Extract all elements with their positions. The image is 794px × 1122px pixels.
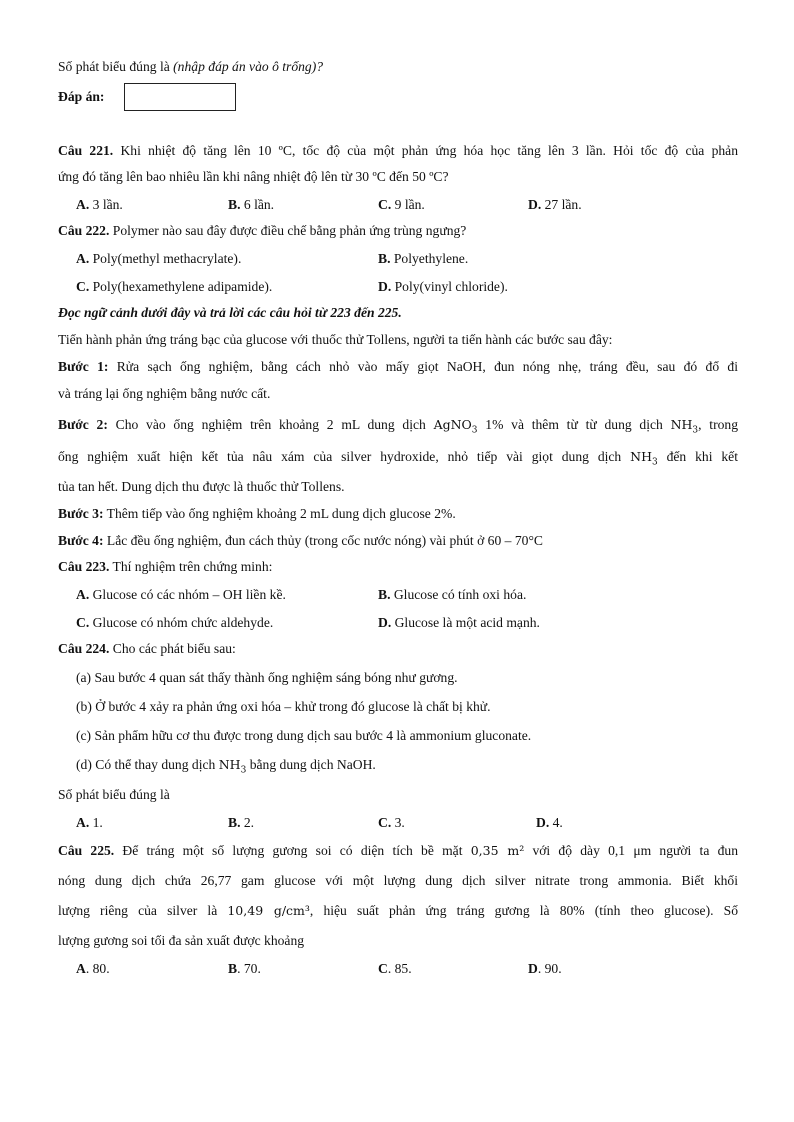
area-value: 0,35 m² — [470, 843, 525, 858]
q224-statement-a: (a) Sau bước 4 quan sát thấy thành ống nghiệm sáng bóng như gương. — [76, 670, 458, 685]
q225-text-line4: lượng gương soi tối đa sản xuất được khoảng — [58, 933, 305, 948]
step2-line3: tủa tan hết. Dung dịch thu được là thuốc thử Tollens. — [58, 479, 345, 494]
q224-label: Câu 224. — [58, 641, 110, 656]
q224-option-b[interactable]: B. 2. — [228, 815, 255, 830]
nh3-formula: $NH_3$ — [670, 417, 699, 436]
q221-option-a[interactable]: A. 3 lần. — [76, 197, 123, 212]
step1-line2: và tráng lại ống nghiệm bằng nước cất. — [58, 386, 271, 401]
q224-statement-d: (d) Có thể thay dung dịch $NH_3$ bằng dung dịch NaOH. — [76, 757, 376, 776]
step1-line1: Bước 1: Rửa sạch ống nghiệm, bằng cách nhỏ vào mấy giọt NaOH, đun nóng nhẹ, tráng đều, sau đó đổ đi — [58, 359, 738, 374]
agno3-formula: AgNO$_3$ — [433, 417, 478, 436]
q224-statement-c: (c) Sản phẩm hữu cơ thu được trong dung dịch sau bước 4 là ammonium gluconate. — [76, 728, 532, 743]
context-heading: Đọc ngữ cảnh dưới đây và trả lời các câu hỏi từ 223 đến 225. — [58, 305, 402, 320]
density-value: 10,49 g/cm³ — [227, 903, 310, 918]
q222-option-a[interactable]: A. Poly(methyl methacrylate). — [76, 251, 242, 266]
q221-text-line1: Câu 221. Khi nhiệt độ tăng lên 10 ºC, tốc độ của một phản ứng hóa học tăng lên 3 lần. Hỏi tốc độ của phản — [58, 143, 738, 158]
q222-option-b[interactable]: B. Polyethylene. — [378, 251, 469, 266]
step4-line: Bước 4: Lắc đều ống nghiệm, đun cách thủy (trong cốc nước nóng) vài phút ở 60 – 70°C — [58, 533, 543, 548]
answer-label: Đáp án: — [58, 89, 105, 104]
q225-option-c[interactable]: C. 85. — [378, 961, 412, 976]
nh3-formula: $NH_3$ — [218, 757, 247, 776]
q223-option-a[interactable]: A. Glucose có các nhóm – OH liền kề. — [76, 587, 286, 602]
q224-text: Câu 224. Cho các phát biểu sau: — [58, 641, 236, 656]
q224-statement-b: (b) Ở bước 4 xảy ra phản ứng oxi hóa – khử trong đó glucose là chất bị khử. — [76, 699, 491, 714]
intro-prompt: Số phát biểu đúng là (nhập đáp án vào ô trống)? — [58, 59, 324, 74]
q224-option-c[interactable]: C. 3. — [378, 815, 405, 830]
q221-label: Câu 221. — [58, 143, 114, 158]
q222-option-c[interactable]: C. Poly(hexamethylene adipamide). — [76, 279, 273, 294]
q225-option-b[interactable]: B. 70. — [228, 961, 261, 976]
q224-count-prompt: Số phát biểu đúng là — [58, 787, 170, 802]
q223-text: Câu 223. Thí nghiệm trên chứng minh: — [58, 559, 273, 574]
q225-label: Câu 225. — [58, 843, 115, 858]
context-intro: Tiến hành phản ứng tráng bạc của glucose với thuốc thử Tollens, người ta tiến hành các bước sau đây: — [58, 332, 613, 347]
q225-text-line3: lượng riêng của silver là 10,49 g/cm³, hiệu suất phản ứng tráng gương là 80% (tính theo glucose). Số — [58, 903, 738, 918]
q221-text-line2: ứng đó tăng lên bao nhiêu lần khi nâng nhiệt độ lên từ 30 ºC đến 50 ºC? — [58, 169, 449, 184]
q221-option-c[interactable]: C. 9 lần. — [378, 197, 425, 212]
step2-line1: Bước 2: Cho vào ống nghiệm trên khoảng 2 mL dung dịch AgNO$_3$ 1% và thêm từ từ dung dịch $NH_3$, trong — [58, 417, 739, 436]
q223-option-b[interactable]: B. Glucose có tính oxi hóa. — [378, 587, 527, 602]
q223-option-c[interactable]: C. Glucose có nhóm chức aldehyde. — [76, 615, 274, 630]
q225-option-a[interactable]: A. 80. — [76, 961, 110, 976]
step3-line: Bước 3: Thêm tiếp vào ống nghiệm khoảng 2 mL dung dịch glucose 2%. — [58, 506, 456, 521]
q221-option-d[interactable]: D. 27 lần. — [528, 197, 582, 212]
q225-text-line2: nóng dung dịch chứa 26,77 gam glucose với một lượng dung dịch silver nitrate trong ammonia. Biết khối — [58, 873, 738, 888]
q223-label: Câu 223. — [58, 559, 110, 574]
nh3-formula: $NH_3$ — [630, 449, 658, 468]
q225-option-d[interactable]: D. 90. — [528, 961, 562, 976]
step2-line2: ống nghiệm xuất hiện kết tủa nâu xám của silver hydroxide, nhỏ tiếp vài giọt dung dịch $NH_3$ đến khi kết — [58, 449, 738, 468]
q223-option-d[interactable]: D. Glucose là một acid mạnh. — [378, 615, 540, 630]
q224-option-d[interactable]: D. 4. — [536, 815, 563, 830]
q222-text: Câu 222. Polymer nào sau đây được điều chế bằng phản ứng trùng ngưng? — [58, 223, 467, 238]
q222-option-d[interactable]: D. Poly(vinyl chloride). — [378, 279, 508, 294]
answer-input-box[interactable] — [124, 83, 236, 111]
q225-text-line1: Câu 225. Để tráng một số lượng gương soi có diện tích bề mặt 0,35 m² với độ dày 0,1 μm người ta đun — [58, 843, 738, 858]
q224-option-a[interactable]: A. 1. — [76, 815, 103, 830]
q222-label: Câu 222. — [58, 223, 110, 238]
q221-option-b[interactable]: B. 6 lần. — [228, 197, 275, 212]
